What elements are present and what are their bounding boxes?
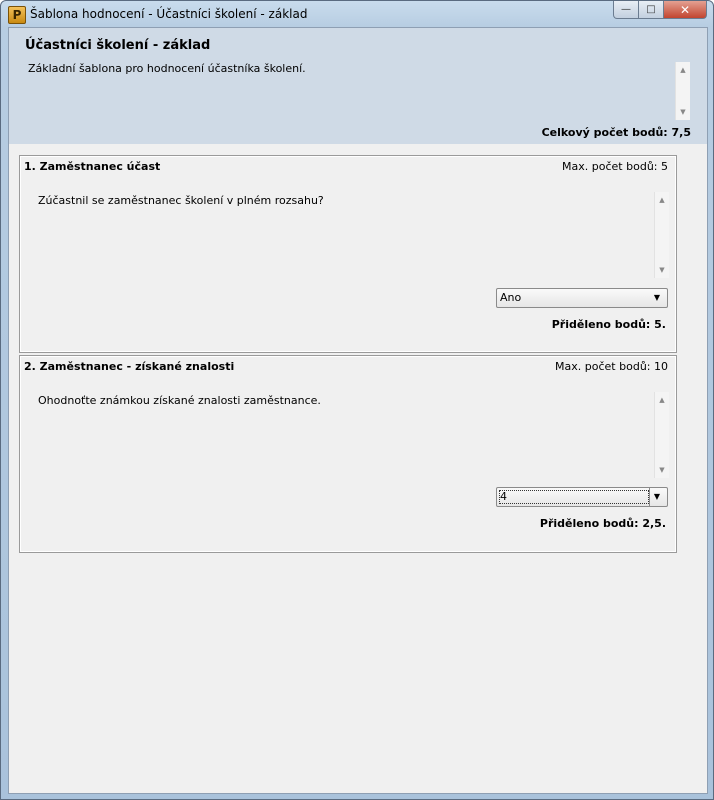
answer-select[interactable]: [496, 288, 668, 308]
maximize-button[interactable]: [639, 1, 664, 19]
title-bar[interactable]: [1, 1, 713, 27]
chevron-down-icon[interactable]: ▼: [653, 293, 661, 302]
description-scrollbar[interactable]: [675, 62, 690, 120]
scroll-up-icon[interactable]: ▲: [659, 196, 665, 204]
minimize-button[interactable]: [613, 1, 639, 19]
scroll-down-icon[interactable]: ▼: [680, 108, 686, 116]
question-text: Ohodnoťte známkou získané znalosti zaměstnance.: [38, 394, 321, 407]
minimize-icon: —: [621, 4, 631, 15]
close-button[interactable]: [664, 1, 707, 19]
client-area: [8, 27, 708, 794]
app-icon[interactable]: P: [8, 6, 26, 24]
template-title: Účastníci školení - základ: [25, 38, 211, 53]
section-max-points: Max. počet bodů: 5: [562, 160, 668, 173]
close-icon: ✕: [679, 2, 691, 17]
section-title: 1. Zaměstnanec účast: [24, 160, 161, 173]
chevron-down-icon[interactable]: ▼: [649, 488, 664, 506]
answer-value: Ano: [500, 291, 522, 304]
maximize-icon: □: [646, 4, 656, 15]
window-title: Šablona hodnocení - Účastníci školení - základ: [30, 7, 308, 21]
question-section-1: [19, 155, 677, 353]
answer-select[interactable]: [496, 487, 668, 507]
assigned-points: Přiděleno bodů: 2,5.: [539, 517, 666, 530]
focus-rectangle: [499, 490, 649, 504]
question-scrollbar[interactable]: [654, 392, 669, 478]
scroll-down-icon[interactable]: ▼: [659, 466, 665, 474]
scroll-down-icon[interactable]: ▼: [659, 266, 665, 274]
question-text: Zúčastnil se zaměstnanec školení v plném rozsahu?: [38, 194, 324, 207]
total-points: Celkový počet bodů: 7,5: [541, 126, 691, 139]
scroll-up-icon[interactable]: ▲: [680, 66, 686, 74]
question-section-2: [19, 355, 677, 553]
assigned-points: Přiděleno bodů: 5.: [551, 318, 666, 331]
section-max-points: Max. počet bodů: 10: [555, 360, 668, 373]
scroll-up-icon[interactable]: ▲: [659, 396, 665, 404]
answer-value: 4: [500, 490, 507, 503]
template-description: Základní šablona pro hodnocení účastníka školení.: [28, 62, 306, 75]
question-scrollbar[interactable]: [654, 192, 669, 278]
template-header: [9, 28, 707, 144]
window-controls: [613, 1, 707, 19]
section-title: 2. Zaměstnanec - získané znalosti: [24, 360, 235, 373]
